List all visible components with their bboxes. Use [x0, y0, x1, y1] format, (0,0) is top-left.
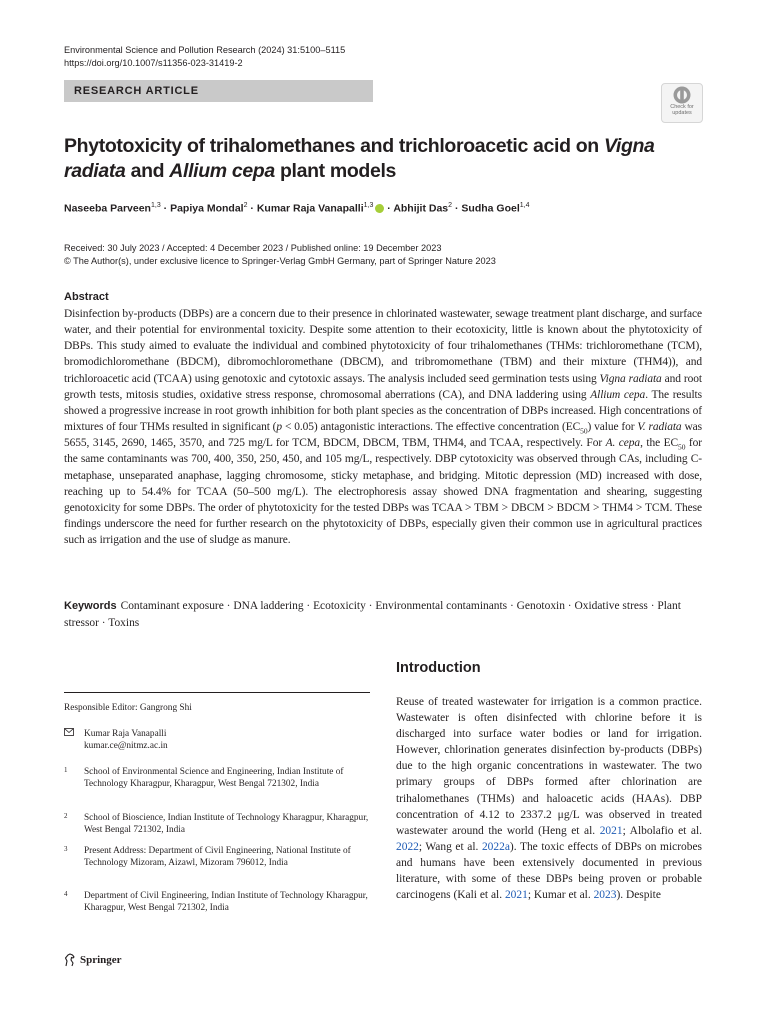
contact-email[interactable]: kumar.ce@nitmz.ac.in [84, 741, 168, 751]
affiliation-text: Department of Civil Engineering, Indian Institute of Technology Kharagpur, Kharagpur, West Bengal 721302, India [84, 891, 368, 913]
affiliation-number: 2 [64, 812, 68, 820]
author-name[interactable]: Papiya Mondal [170, 202, 244, 215]
doi-link[interactable]: https://doi.org/10.1007/s11356-023-31419-2 [64, 58, 243, 68]
contact-name: Kumar Raja Vanapalli [84, 729, 167, 739]
author-name[interactable]: Kumar Raja Vanapalli [256, 202, 364, 215]
abstract-text: Disinfection by-products (DBPs) are a concern due to their presence in chlorinated wastewater, sewage treatment plant discharge, and surface water, and their potential for environmental toxicity. Despite some attention to their ecotoxicity, little is known about the phytotoxicity of DBPs. This study aimed to evaluate the individual and combined phytotoxicity of four trihalomethanes (THMs: trichloromethane (TCM), bromodichloromethane (BDCM), dibromochloromethane (DBCM), and tribromomethane (TBM) and their mixture (THM4)), and trichloroacetic acid (TCAA) using genotoxic and cytotoxic assays. The analysis included seed germination tests using Vigna radiata and root growth tests, mitosis studies, oxidative stress response, chromosomal aberrations (CA), and DNA laddering using Allium cepa. The results showed a progressive increase in root growth inhibition for both plant species as the concentration of DBPs increased. High concentrations of mixtures of four THMs resulted in significant (p < 0.05) antagonistic interactions. The effective concentration $(EC_{50})$ value for V. radiata was 5655, 3145, 2690, 1465, 3570, and 725 mg/L for TCM, BDCM, DBCM, TBM, THM4, and TCAA, respectively. For A. cepa, the $EC_{50}$ for the same contaminants was 700, 400, 350, 250, 450, and 105 mg/L, respectively. DBP cytotoxicity was observed through CAs, including C-metaphase, unseparated anaphase, lagging chromosome, sticky metaphase, and bridging. Mitotic depression (MD) increased with dose, reaching up to 54.4% for TCAA (50–500 mg/L). The electrophoresis assay showed DNA fragmentation and shearing, suggesting genotoxicity for some DBPs. The order of phytotoxicity for the tested DBPs was TCAA > TBM > DBCM > BDCM > THM4 > TCM. These findings underscore the need for further research on the phytotoxicity of DBPs, especially given their common use in agricultural practices such as irrigation and the use of sludge as manure. [64, 308, 703, 547]
footnote-divider [64, 692, 370, 693]
abstract-heading: Abstract [64, 291, 109, 303]
badge-line-2: updates [672, 110, 692, 116]
keywords [64, 598, 704, 631]
introduction-text: Reuse of treated wastewater for irrigation is a common practice. Wastewater is often disinfected with chlorine before it is discharged into surface water bodies or land for irrigation. However, chlorination generates disinfection by-products (DBPs) due to the high organic concentrations in wastewater. The two primary groups of DBPs formed after chlorination are trihalomethanes (THMs) and haloacetic acids (HAAs). DBP concentration of 4.12 to 2337.2 μg/L was observed in treated wastewater around the world (Heng et al. 2021; Albolafio et al. 2022; Wang et al. 2022a). The toxic effects of DBPs on microbes and humans have been extensively documented in previous literature, with some of these DBPs being proven or probable carcinogens (Kali et al. 2021; Kumar et al. 2023). Despite [396, 696, 702, 902]
springer-horse-icon [64, 953, 76, 967]
citation-link[interactable]: 2023 [593, 889, 617, 902]
envelope-icon [64, 728, 74, 736]
publisher-footer [64, 953, 122, 967]
journal-header [64, 44, 345, 70]
copyright-line: © The Author(s), under exclusive licence to Springer-Verlag GmbH Germany, part of Springer Nature 2023 [64, 256, 496, 266]
orcid-icon[interactable] [375, 204, 384, 213]
affiliation-number: 4 [64, 890, 68, 898]
introduction-heading: Introduction [396, 660, 481, 676]
journal-citation: Environmental Science and Pollution Research (2024) 31:5100–5115 [64, 45, 346, 55]
citation-link[interactable]: 2022a [481, 840, 510, 853]
responsible-editor: Responsible Editor: Gangrong Shi [64, 703, 192, 713]
badge-line-1: Check for [670, 104, 694, 110]
publisher-name: Springer [80, 954, 122, 966]
check-for-updates-badge[interactable] [661, 83, 703, 123]
author-name[interactable]: Abhijit Das [393, 202, 449, 215]
affiliation-text: School of Environmental Science and Engineering, Indian Institute of Technology Kharagpur, Kharagpur, West Bengal 721302, India [84, 767, 344, 789]
crossmark-icon [673, 86, 691, 104]
keywords-list: Contaminant exposure · DNA laddering · Ecotoxicity · Environmental contaminants · Genotoxin · Oxidative stress · Plant stressor · Toxins [64, 600, 681, 629]
affiliation-number: 3 [64, 845, 68, 853]
article-title: Phytotoxicity of trihalomethanes and trichloroacetic acid on Vigna radiata and Allium cepa plant models [64, 135, 655, 182]
citation-link[interactable]: 2022 [396, 840, 419, 853]
author-name[interactable]: Sudha Goel [461, 202, 520, 215]
citation-link[interactable]: 2021 [599, 824, 623, 837]
author-name[interactable]: Naseeba Parveen [64, 202, 151, 215]
author-list: Naseeba Parveen$^{1,3}$ · Papiya Mondal$^2$ · Kumar Raja Vanapalli$^{1,3}$ · Abhijit Das$^2$ · Sudha Goel$^{1,4}$ [64, 202, 530, 215]
affiliation-text: Present Address: Department of Civil Engineering, National Institute of Technology Mizoram, Aizawl, Mizoram 796012, India [84, 846, 351, 868]
affiliation-text: School of Bioscience, Indian Institute of Technology Kharagpur, Kharagpur, West Bengal 721302, India [84, 813, 369, 835]
affiliation-number: 1 [64, 766, 68, 774]
publication-dates [64, 242, 496, 268]
article-type-banner: RESEARCH ARTICLE [64, 80, 373, 102]
citation-link[interactable]: 2021 [504, 889, 528, 902]
dates-line: Received: 30 July 2023 / Accepted: 4 December 2023 / Published online: 19 December 2023 [64, 243, 442, 253]
keywords-heading: Keywords [64, 600, 117, 612]
